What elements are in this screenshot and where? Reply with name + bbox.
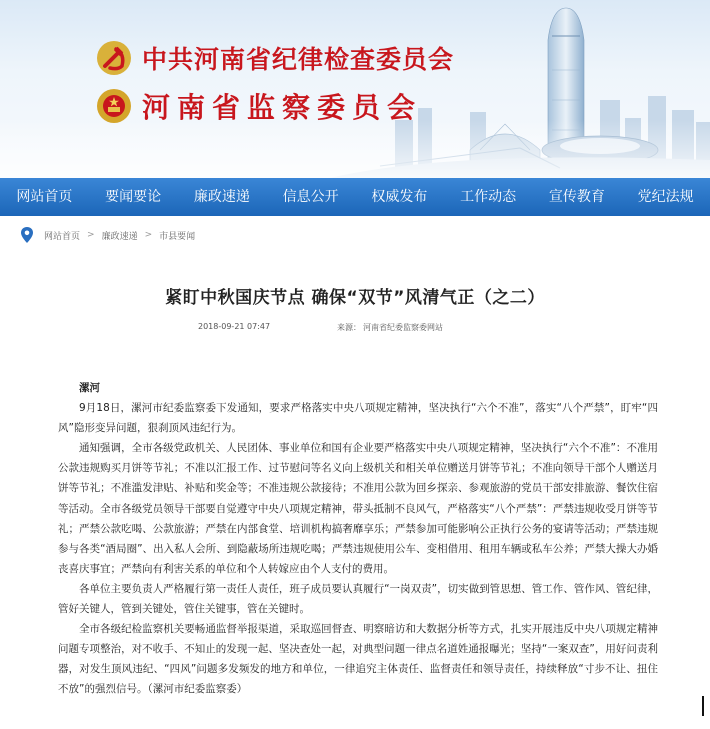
breadcrumb: [20, 226, 195, 244]
org-name-primary: 中共河南省纪律检查委员会: [142, 45, 455, 74]
breadcrumb-current[interactable]: 市县要闻: [159, 231, 196, 242]
org-name-secondary: 河南省监察委员会: [142, 91, 423, 124]
breadcrumb-separator: >: [144, 230, 153, 240]
article-paragraph: 各单位主要负责人严格履行第一责任人责任，班子成员要认真履行“一岗双责”，切实做到管思想、管工作、管作风、管纪律，管好关键人，管到关键处，管住关键事，管在关键时。: [58, 582, 658, 616]
org-row-supervision: [96, 86, 422, 126]
article-paragraph: 全市各级纪检监察机关要畅通监督举报渠道，采取巡回督查、明察暗访和大数据分析等方式，扎实开展违反中央八项规定精神问题专项整治，对不收手、不知止的发现一起、坚决查处一起，对典型问题一律点名道姓通报曝光；坚持“一案双查”，用好问责利器，对发生顶风违纪、“四风”问题多发频发的地方和单位，一律追究主体责任、监督责任和领导责任，持续释放“寸步不让、扭住不放”的强烈信号。（漯河市纪委监察委）: [58, 623, 658, 696]
site-banner: [0, 0, 710, 178]
nav-item-party-regulations[interactable]: 党纪法规: [637, 189, 694, 205]
breadcrumb-category[interactable]: 廉政速递: [101, 231, 138, 242]
article-body: [58, 378, 658, 700]
nav-item-integrity-express[interactable]: 廉政速递: [193, 189, 250, 205]
party-emblem-icon: [96, 40, 132, 76]
nav-item-official-release[interactable]: 权威发布: [371, 189, 428, 205]
nav-item-info-disclosure[interactable]: 信息公开: [282, 189, 339, 205]
nav-item-news[interactable]: 要闻要论: [105, 189, 162, 205]
article-paragraph: 9月18日，漯河市纪委监察委下发通知，要求严格落实中央八项规定精神，坚决执行“六个不准”，落实“八个严禁”，盯牢“四风”隐形变异问题，狠刹顶风违纪行为。: [58, 402, 658, 435]
article-source-label: 来源：: [337, 323, 361, 332]
article-paragraph: 通知强调，全市各级党政机关、人民团体、事业单位和国有企业要严格落实中央八项规定精神，坚决执行“六个不准”：不准用公款违规购买月饼等节礼；不准以汇报工作、过节慰问等名义向上级机关和相关单位赠送月饼等节礼；不准向领导干部个人赠送月饼等节礼；不准滥发津贴、补贴和奖金等；不准违规公款接待；不准用公款为回乡探亲、参观旅游的党员干部安排旅游、餐饮住宿等活动。全市各级党员领导干部要自觉遵守中央八项规定精神，带头抵制不良风气，严格落实“八个严禁”：严禁违规收受月饼等节礼；严禁公款吃喝、公款旅游；严禁在内部食堂、培训机构搞奢靡享乐；严禁参加可能影响公正执行公务的宴请等活动；严禁违规参与各类“酒局圈”、出入私人会所、到隐蔽场所违规吃喝；严禁违规使用公车、变相借用、租用车辆或私车公养；严禁大操大办婚丧喜庆事宜；严禁向有利害关系的单位和个人转嫁应由个人支付的费用。: [58, 442, 658, 575]
national-emblem-icon: [96, 88, 132, 124]
article-title: 紧盯中秋国庆节点 确保“双节”风清气正（之二）: [165, 288, 545, 308]
nav-item-work-updates[interactable]: 工作动态: [460, 189, 517, 205]
breadcrumb-home[interactable]: 网站首页: [44, 231, 81, 242]
article-source-name: 河南省纪委监察委网站: [363, 323, 443, 332]
org-row-discipline: [96, 40, 454, 76]
article-source: [337, 322, 443, 333]
article-city-heading: 漯河: [79, 382, 100, 394]
location-pin-icon: [20, 227, 34, 243]
main-nav: [0, 178, 710, 216]
nav-item-home[interactable]: 网站首页: [16, 189, 73, 205]
article-date: 2018-09-21 07:47: [198, 322, 271, 331]
nav-item-publicity-education[interactable]: 宣传教育: [548, 189, 605, 205]
text-cursor: [702, 696, 704, 716]
breadcrumb-separator: >: [87, 230, 95, 240]
